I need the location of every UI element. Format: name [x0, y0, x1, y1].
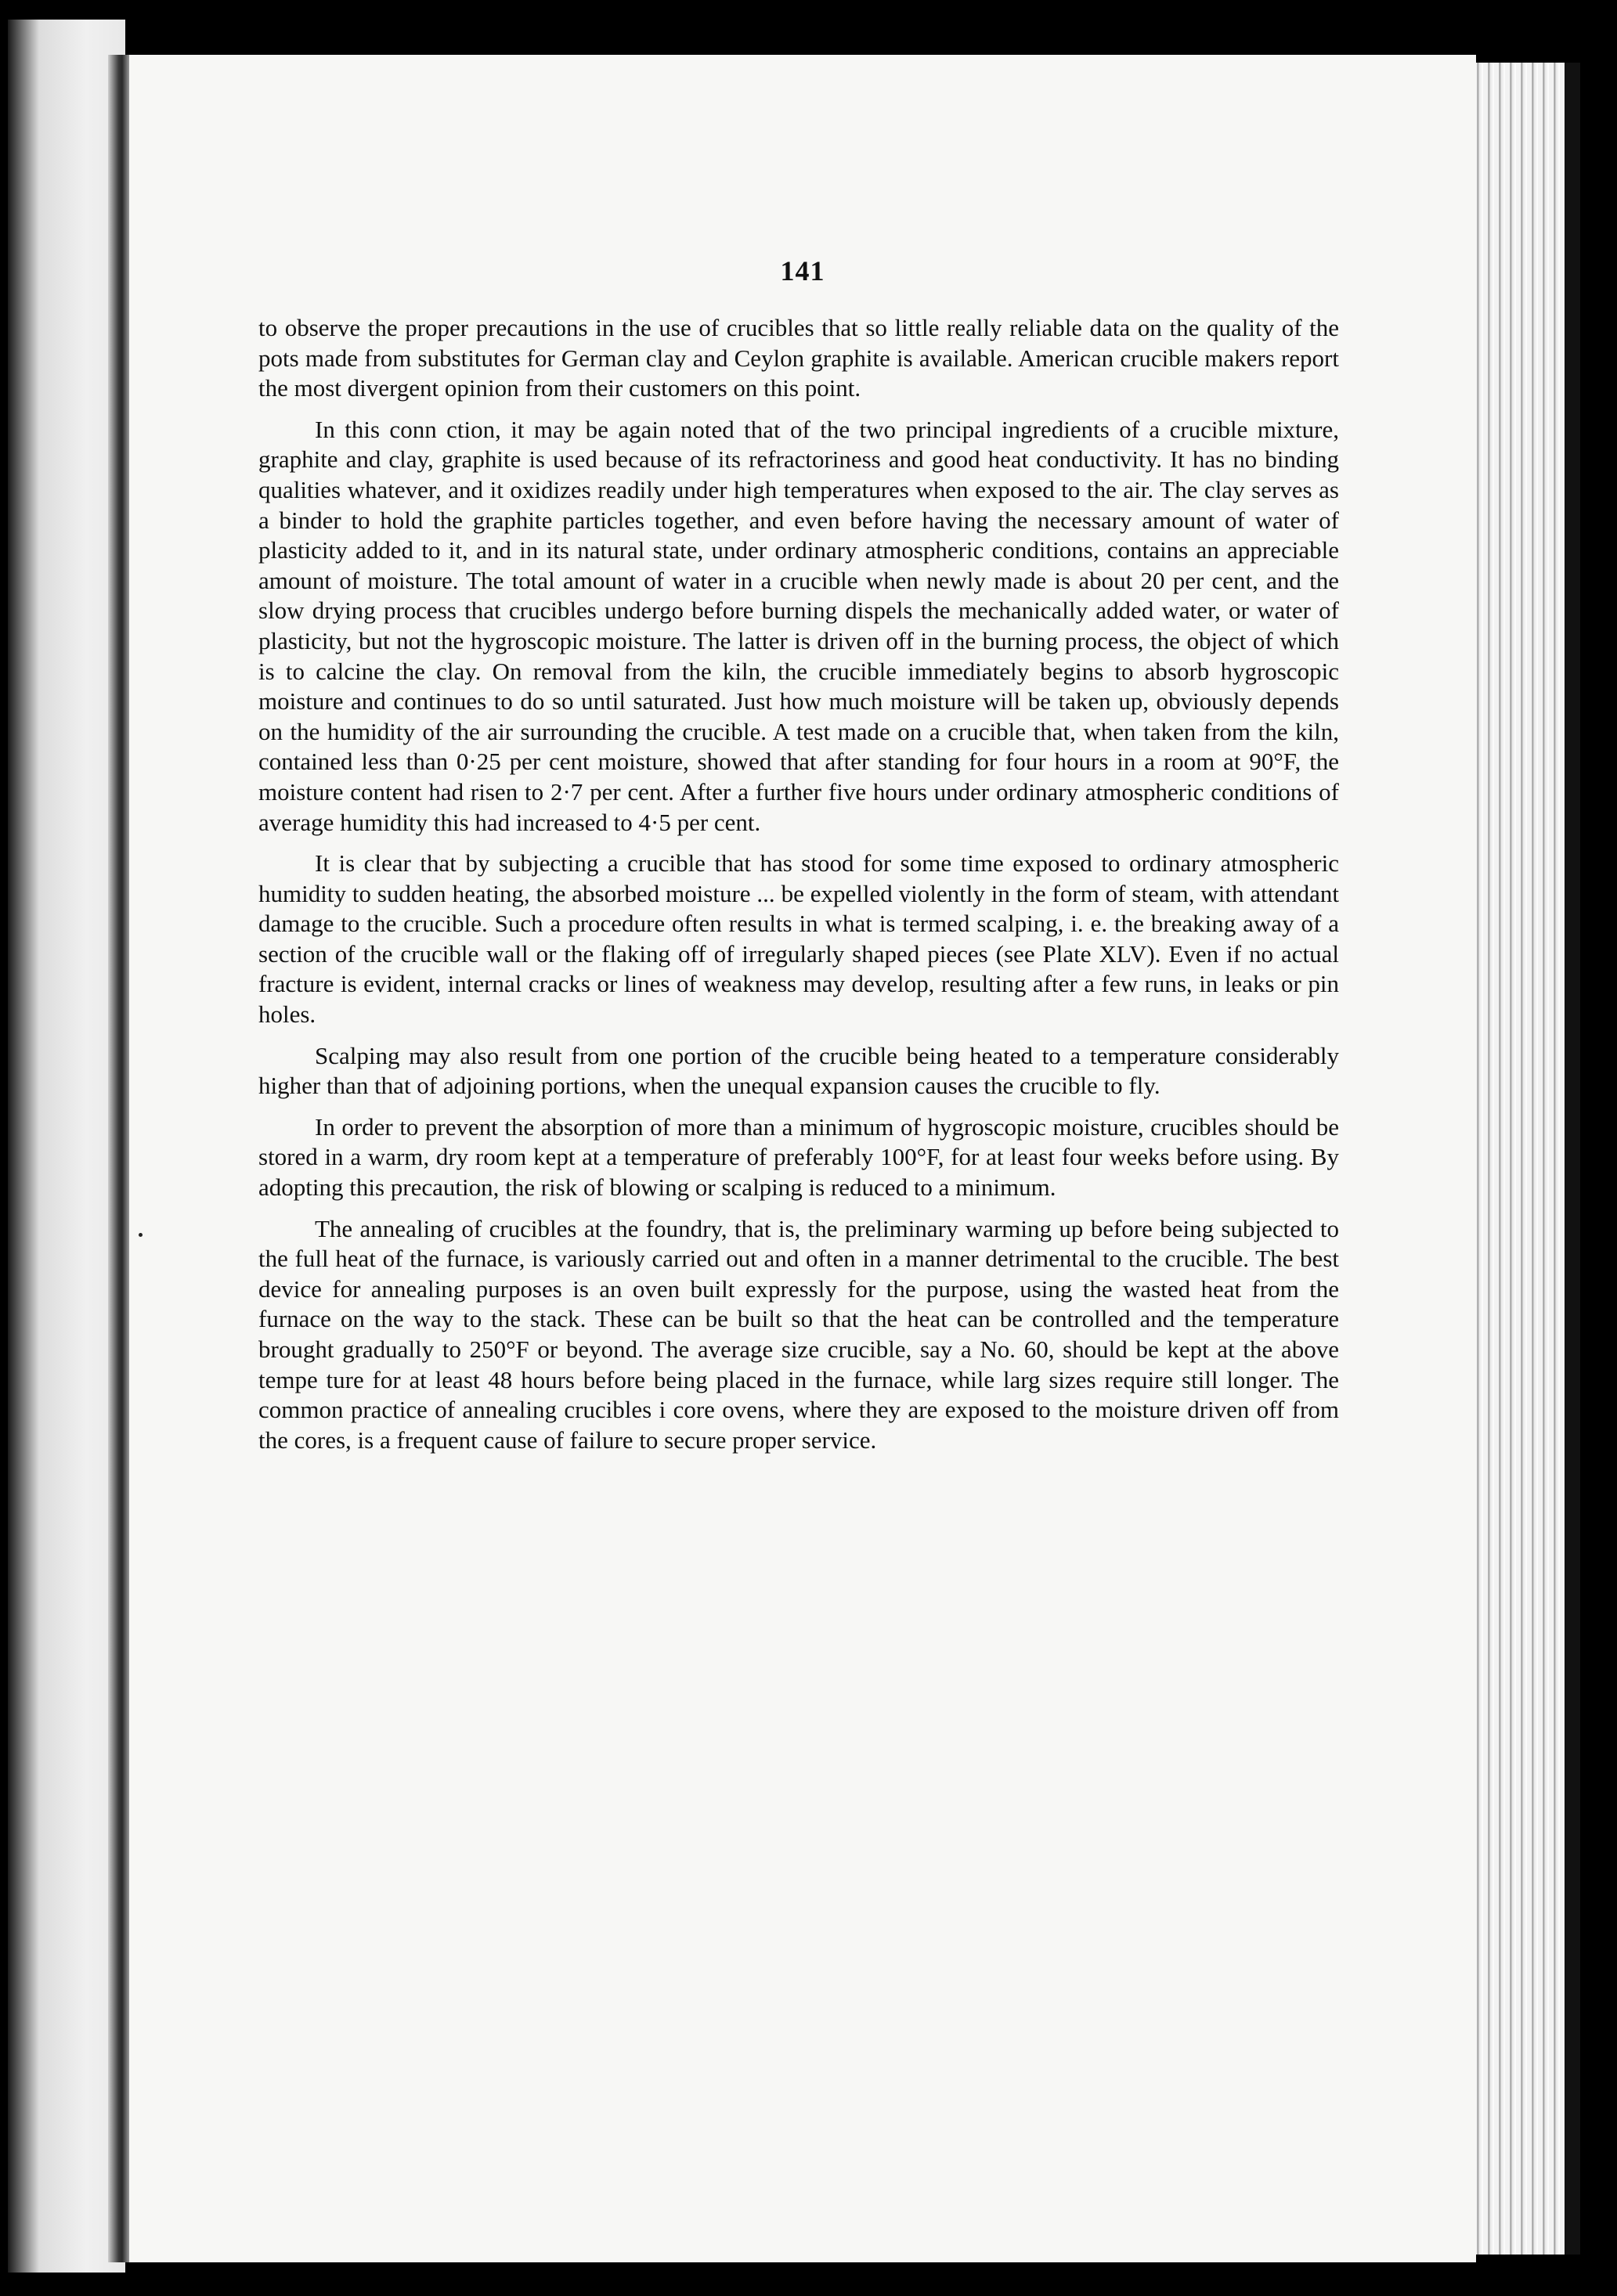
paragraph-continuation: to observe the proper precautions in the use of crucibles that so little really reliable data on the quality of the pots made from substitutes for German clay and Ceylon graphite is available. American crucible makers report the most divergent opinion from their customers on this point. [258, 314, 1339, 402]
paragraph-uneven-heating: Scalping may also result from one portion of the crucible being heated to a temperature considerably higher than that of adjoining portions, when the unequal expansion causes the crucible to fly. [258, 1041, 1339, 1100]
paragraph-scalping: It is clear that by subjecting a crucible that has stood for some time exposed to ordinary atmospheric humidity to sudden heating, the absorbed moisture ... be expelled violently in the form of steam, with attendant damage to the crucible. Such a procedure often results in what is termed scalping, i. e. the breaking away of a section of the crucible wall or the flaking off of irregularly shaped pieces (see Plate XLV). Even if no actual fracture is evident, internal cracks or lines of weakness may develop, resulting after a few runs, in leaks or pin holes. [258, 849, 1339, 1029]
book-gutter [108, 55, 132, 2262]
paragraph-crucible-ingredients: In this conn ction, it may be again noted that of the two principal ingredients of a crucible mixture, graphite and clay, graphite is used because of its refractoriness and good heat conductivity. It has no binding qualities whatever, and it oxidizes readily under high temperatures when exposed to the air. The clay serves as a binder to hold the graphite particles together, and even before having the necessary amount of water of plasticity added to it, and in its natural state, under ordinary atmospheric conditions, contains an appreciable amount of moisture. The total amount of water in a crucible when newly made is about 20 per cent, and the slow drying process that crucibles undergo before burning dispels the mechanically added water, or water of plasticity, but not the hygroscopic moisture. The latter is driven off in the burning process, the object of which is to calcine the clay. On removal from the kiln, the crucible immediately begins to absorb hygroscopic moisture and continues to do so until saturated. Just how much moisture will be taken up, obviously depends on the humidity of the air surrounding the crucible. A test made on a crucible that, when taken from the kiln, contained less than 0·25 per cent moisture, showed that after standing for four hours in a room at 90°F, the moisture content had risen to 2·7 per cent. After a further five hours under ordinary atmospheric conditions of average humidity this had increased to 4·5 per cent. [258, 415, 1339, 836]
page-body [258, 313, 1339, 1466]
paragraph-annealing: The annealing of crucibles at the foundry, that is, the preliminary warming up before being subjected to the full heat of the furnace, is variously carried out and often in a manner detrimental to the crucible. The best device for annealing purposes is an oven built expressly for the purpose, using the wasted heat from the furnace on the way to the stack. These can be built so that the heat can be controlled and the temperature brought gradually to 250°F or beyond. The average size crucible, say a No. 60, should be kept at the above tempe ture for at least 48 hours before being placed in the furnace, while larg sizes require still longer. The common practice of annealing crucibles i core ovens, where they are exposed to the moisture driven off from the cores, is a frequent cause of failure to secure proper service. [258, 1214, 1339, 1454]
stacked-page-edges [1472, 63, 1574, 2255]
paragraph-storage: In order to prevent the absorption of more than a minimum of hygroscopic moisture, crucibles should be stored in a warm, dry room kept at a temperature of preferably 100°F, for at least four weeks before using. By adopting this precaution, the risk of blowing or scalping is reduced to a minimum. [258, 1112, 1339, 1202]
book-page [129, 55, 1476, 2262]
page-number: 141 [780, 255, 825, 287]
margin-speck [139, 1233, 143, 1237]
